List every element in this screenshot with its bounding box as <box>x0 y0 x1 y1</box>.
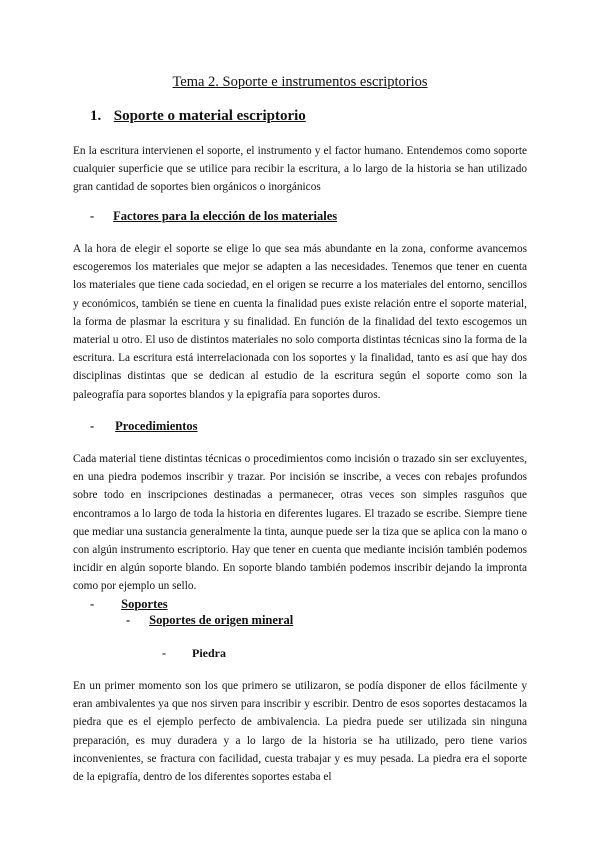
subheading-mineral <box>126 613 293 628</box>
subheading-label: Soportes <box>121 597 168 611</box>
section-label: Soporte o material escriptorio <box>113 108 306 124</box>
section-heading-soporte <box>90 108 306 125</box>
paragraph-factores: A la hora de elegir el soporte se elige lo que sea más abundante en la zona, conforme avancemos escogeremos los materiales que mejor se adapten a las necesidades. Tenemos que tener en cuenta los materiales que tiene cada sociedad, en el origen se recurre a los materiales del entorno, sencillos y económicos, también se tiene en cuenta la finalidad pues existe relación entre el soporte material, la forma de plasmar la escritura y su finalidad. En función de la finalidad del texto escogemos un material u otro. El uso de distintos materiales no solo comporta distintas técnicas sino la forma de la escritura. La escritura está interrelacionada con los soportes y la finalidad, tanto es así que hay dos disciplinas distintas que se dedican al estudio de la escritura según el soporte como son la paleografía para soportes blandos y la epigrafía para soportes duros. <box>73 243 527 401</box>
paragraph-intro: En la escritura intervienen el soporte, el instrumento y el factor humano. Entendemos como soporte cualquier superficie que se utilice para recibir la escritura, a lo largo de la historia se han utilizado gran cantidad de soportes bien orgánicos o inorgánicos <box>73 145 527 194</box>
paragraph-procedimientos: Cada material tiene distintas técnicas o procedimientos como incisión o trazado sin ser excluyentes, en una piedra podemos inscribir y trazar. Por incisión se inscribe, a veces con rebajes profundos sobre todo en inscripciones destinadas a permanecer, otras veces son simples rasguños que encontramos a lo largo de toda la historia en diferentes lugares. El trazado se escribe. Siempre tiene que mediar una sustancia generalmente la tinta, aunque puede ser la tiza que se aplica con la mano o con algún instrumento escriptorio. Hay que tener en cuenta que mediante incisión también podemos incidir en algún soporte blando. En soporte blando también podemos inscribir dejando la impronta como por ejemplo un sello. <box>73 453 527 593</box>
section-number: 1. <box>90 108 102 124</box>
paragraph-piedra: En un primer momento son los que primero se utilizaron, se podía disponer de ellos fácilmente y eran ambivalentes ya que nos sirven para inscribir y escribir. Dentro de esos soportes destacamos la piedra que es el ejemplo perfecto de ambivalencia. La piedra puede ser utilizada sin ninguna preparación, es muy duradera y a lo largo de la historia se ha utilizado, pero tiene varios inconvenientes, se fractura con facilidad, cuesta trabajar y es muy pesada. La piedra era el soporte de la epigrafía, dentro de los diferentes soportes estaba el <box>73 680 527 784</box>
subheading-procedimientos <box>90 419 198 434</box>
subheading-label: Factores para la elección de los materiales <box>113 209 338 223</box>
bullet-dash: - <box>126 613 131 627</box>
subheading-piedra <box>162 646 226 661</box>
document-title: Tema 2. Soporte e instrumentos escriptorios <box>172 74 428 90</box>
subheading-label: Soportes de origen mineral <box>149 613 294 627</box>
bullet-dash: - <box>162 646 166 660</box>
subheading-label: Procedimientos <box>115 419 198 433</box>
bullet-dash: - <box>90 597 95 611</box>
bullet-dash: - <box>90 209 95 223</box>
subheading-soportes <box>90 597 168 612</box>
bullet-dash: - <box>90 419 95 433</box>
subheading-label: Piedra <box>192 646 226 660</box>
subheading-factores <box>90 209 337 224</box>
